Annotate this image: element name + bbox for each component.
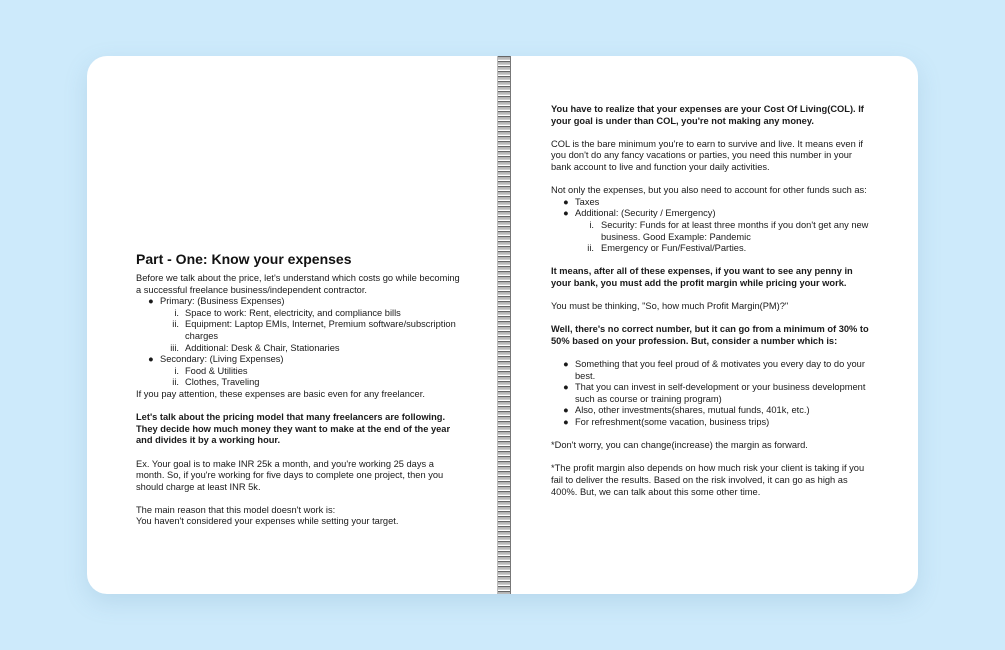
list-item bbox=[136, 377, 461, 389]
list-item-label: Additional: Desk & Chair, Stationaries bbox=[185, 342, 340, 353]
list-item bbox=[136, 296, 461, 308]
right-page bbox=[551, 104, 873, 498]
intro-text: Before we talk about the price, let's understand which costs go while becoming a successful freelance business/independent contractor. bbox=[136, 273, 460, 295]
margin-range-text: Well, there's no correct number, but it can go from a minimum of 30% to 50% based on your profession. But, consider a number which is: bbox=[551, 324, 869, 346]
list-item bbox=[551, 243, 873, 255]
list-item-label: Security: Funds for at least three months if you don't get any new business. Good Example: Pandemic bbox=[601, 219, 869, 242]
example-text: Ex. Your goal is to make INR 25k a month, and you're working 25 days a month. So, if you're working for five days to complete one project, then you should charge at least INR 5k. bbox=[136, 458, 444, 492]
list-item-label: Something that you feel proud of & motivates you every day to do your best. bbox=[575, 359, 865, 381]
sub-list bbox=[551, 220, 873, 255]
list-number: ii. bbox=[587, 243, 594, 254]
list-item bbox=[551, 417, 873, 429]
list-item-label: Taxes bbox=[575, 196, 600, 207]
expense-list bbox=[136, 354, 461, 366]
bullet-icon: ● bbox=[563, 359, 569, 370]
list-item bbox=[551, 220, 873, 243]
list-item-label: Secondary: (Living Expenses) bbox=[160, 354, 284, 365]
list-number: iii. bbox=[170, 342, 179, 353]
bullet-icon: ● bbox=[148, 296, 154, 307]
list-item-label: Primary: (Business Expenses) bbox=[160, 296, 285, 307]
col-text: COL is the bare minimum you're to earn to survive and live. It means even if you don't do any fancy vacations or parties, you need this number in your bank account to live and function your daily activities. bbox=[551, 138, 863, 172]
list-item bbox=[136, 354, 461, 366]
list-item bbox=[551, 197, 873, 209]
list-item-label: Food & Utilities bbox=[185, 365, 248, 376]
reason-text: The main reason that this model doesn't work is: bbox=[136, 504, 336, 515]
note-text: *Don't worry, you can change(increase) the margin as forward. bbox=[551, 440, 808, 451]
bullet-icon: ● bbox=[563, 208, 569, 219]
list-item bbox=[551, 208, 873, 220]
list-item-label: Equipment: Laptop EMIs, Internet, Premium software/subscription charges bbox=[185, 319, 456, 341]
sub-list bbox=[136, 366, 461, 389]
list-item bbox=[136, 308, 461, 320]
list-item bbox=[136, 366, 461, 378]
list-item bbox=[551, 382, 873, 405]
list-item bbox=[136, 319, 461, 342]
sub-list bbox=[136, 308, 461, 354]
funds-intro: Not only the expenses, but you also need to account for other funds such as: bbox=[551, 185, 867, 196]
bullet-icon: ● bbox=[563, 196, 569, 207]
list-item-label: That you can invest in self-development or your business development such as course or training program) bbox=[575, 382, 866, 404]
list-number: ii. bbox=[172, 319, 179, 330]
list-item-label: For refreshment(some vacation, business trips) bbox=[575, 417, 770, 428]
funds-list bbox=[551, 197, 873, 220]
bullet-icon: ● bbox=[563, 417, 569, 428]
expense-list bbox=[136, 296, 461, 308]
list-item-label: Emergency or Fun/Festival/Parties. bbox=[601, 243, 747, 254]
pricing-model-text: Let's talk about the pricing model that many freelancers are following. They decide how much money they want to make at the end of the year and divides it by a working hour. bbox=[136, 412, 451, 446]
criteria-list bbox=[551, 359, 873, 429]
bullet-icon: ● bbox=[148, 354, 154, 365]
list-item-label: Additional: (Security / Emergency) bbox=[575, 208, 716, 219]
list-item bbox=[551, 359, 873, 382]
col-bold-text: You have to realize that your expenses are your Cost Of Living(COL). If your goal is under than COL, you're not making any money. bbox=[551, 104, 864, 126]
bullet-icon: ● bbox=[563, 405, 569, 416]
left-page bbox=[136, 251, 461, 528]
list-item-label: Clothes, Traveling bbox=[185, 377, 260, 388]
list-number: i. bbox=[589, 219, 594, 230]
list-item bbox=[551, 405, 873, 417]
profit-margin-bold-text: It means, after all of these expenses, if you want to see any penny in your bank, you must add the profit margin while pricing your work. bbox=[551, 266, 853, 288]
list-item-label: Also, other investments(shares, mutual funds, 401k, etc.) bbox=[575, 405, 810, 416]
list-number: i. bbox=[174, 307, 179, 318]
list-number: i. bbox=[174, 365, 179, 376]
note-text: *The profit margin also depends on how much risk your client is taking if you fail to deliver the results. Based on the risk involved, it can go as high as 400%. But, we can talk about this some other time. bbox=[551, 463, 865, 497]
reason-text: You haven't considered your expenses while setting your target. bbox=[136, 516, 399, 527]
bullet-icon: ● bbox=[563, 382, 569, 393]
list-item bbox=[136, 343, 461, 355]
page-heading: Part - One: Know your expenses bbox=[136, 251, 352, 267]
list-item-label: Space to work: Rent, electricity, and compliance bills bbox=[185, 307, 401, 318]
after-list-text: If you pay attention, these expenses are basic even for any freelancer. bbox=[136, 388, 425, 399]
spiral-binding bbox=[497, 56, 511, 594]
question-text: You must be thinking, "So, how much Profit Margin(PM)?" bbox=[551, 301, 789, 312]
list-number: ii. bbox=[172, 377, 179, 388]
